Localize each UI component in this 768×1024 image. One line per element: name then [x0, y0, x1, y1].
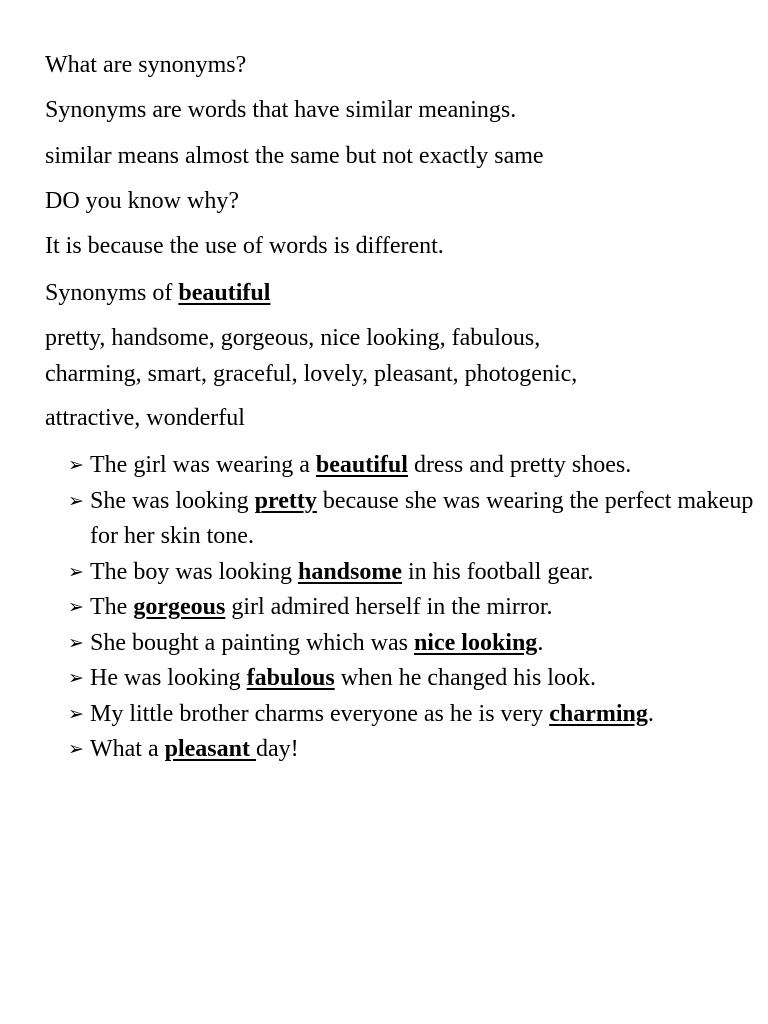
example-sentence: [68, 697, 758, 733]
synonyms-heading-prefix: Synonyms of: [45, 280, 179, 306]
example-text-before: What a: [90, 736, 165, 762]
example-synonym-word: nice looking: [413, 629, 538, 656]
example-sentence: [68, 590, 758, 626]
similar-explanation-text: similar means almost the same but not exactly same: [45, 143, 544, 169]
arrowhead-bullet-icon: ➢: [68, 489, 84, 512]
example-text-before: My little brother charms everyone as he is very: [90, 700, 550, 727]
example-text-after: when he changed his look.: [334, 665, 596, 691]
example-text-after: .: [647, 700, 654, 727]
example-text-after: in his football gear.: [402, 558, 594, 585]
example-text-after: because she was wearing the perfect makeup for her skin tone.: [90, 487, 754, 549]
arrowhead-bullet-icon: ➢: [68, 667, 84, 689]
example-sentence: [68, 732, 758, 768]
example-text-before: She bought a painting which was: [90, 629, 414, 656]
arrowhead-bullet-icon: ➢: [68, 560, 84, 583]
example-text-before: He was looking: [90, 665, 247, 691]
example-sentence: [68, 661, 758, 697]
example-sentence-list: [68, 448, 758, 768]
arrowhead-bullet-icon: ➢: [68, 596, 84, 618]
arrowhead-bullet-icon: ➢: [68, 454, 84, 476]
reason-text: It is because the use of words is different.: [45, 233, 444, 259]
example-text-after: .: [537, 629, 544, 656]
synonyms-heading: [45, 279, 270, 307]
example-synonym-word: pleasant: [164, 736, 256, 762]
why-question-text: DO you know why?: [45, 188, 239, 214]
example-text-before: The boy was looking: [90, 558, 298, 585]
example-sentence: [68, 555, 758, 591]
arrowhead-bullet-icon: ➢: [68, 631, 84, 654]
example-text-after: day!: [255, 736, 299, 762]
example-synonym-word: beautiful: [315, 452, 408, 478]
arrowhead-bullet-icon: ➢: [68, 738, 84, 760]
synonym-list-line-3: attractive, wonderful: [45, 405, 245, 431]
example-sentence: [68, 484, 758, 555]
synonym-list-line-2: charming, smart, graceful, lovely, pleasant, photogenic,: [45, 361, 578, 387]
example-text-before: The: [90, 594, 134, 620]
definition-text: Synonyms are words that have similar meanings.: [45, 97, 517, 123]
example-text-before: She was looking: [90, 487, 255, 514]
example-sentence: [68, 626, 758, 662]
example-synonym-word: charming: [549, 700, 648, 727]
example-text-after: dress and pretty shoes.: [407, 452, 632, 478]
synonyms-heading-word: beautiful: [178, 280, 271, 306]
question-heading: What are synonyms?: [45, 52, 247, 78]
example-sentence: [68, 448, 758, 484]
example-synonym-word: pretty: [254, 487, 317, 514]
example-synonym-word: handsome: [297, 558, 403, 585]
example-synonym-word: gorgeous: [133, 594, 226, 620]
example-text-after: girl admired herself in the mirror.: [225, 594, 553, 620]
arrowhead-bullet-icon: ➢: [68, 702, 84, 725]
example-text-before: The girl was wearing a: [90, 452, 316, 478]
example-synonym-word: fabulous: [246, 665, 335, 691]
synonym-list-line-1: pretty, handsome, gorgeous, nice looking, fabulous,: [45, 325, 541, 351]
